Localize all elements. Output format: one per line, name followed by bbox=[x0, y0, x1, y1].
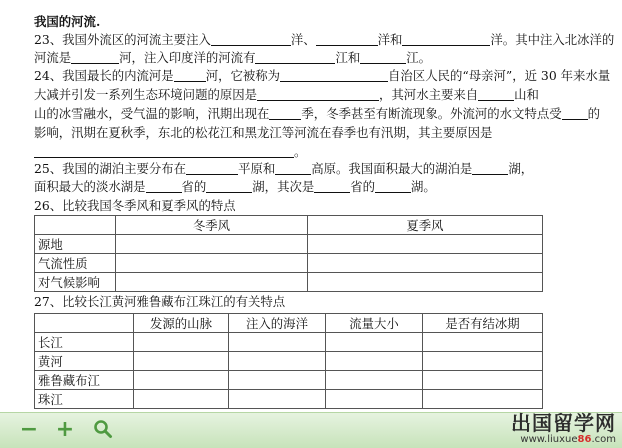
blank[interactable] bbox=[186, 162, 238, 175]
search-button[interactable] bbox=[92, 419, 114, 441]
column-header: 是否有结冰期 bbox=[423, 314, 543, 333]
answer-cell[interactable] bbox=[134, 371, 229, 390]
answer-cell[interactable] bbox=[326, 333, 423, 352]
question-24-line-1: 24、我国最长的内流河是 河，它被称为 自治区人民的“母亲河”，近 30 年来水量 bbox=[34, 68, 611, 83]
answer-cell[interactable] bbox=[229, 371, 326, 390]
zoom-in-button[interactable]: + bbox=[55, 417, 75, 442]
answer-cell[interactable] bbox=[423, 352, 543, 371]
answer-cell[interactable] bbox=[134, 390, 229, 409]
column-header: 流量大小 bbox=[326, 314, 423, 333]
blank[interactable] bbox=[316, 33, 378, 46]
question-24-line-4: 影响，汛期在夏秋季，东北的松花江和黑龙江等河流在春季也有汛期，其主要原因是 bbox=[34, 125, 493, 140]
table-row bbox=[35, 371, 543, 390]
blank[interactable] bbox=[34, 145, 294, 158]
blank[interactable] bbox=[255, 51, 335, 64]
question-27-heading: 27、比较长江黄河雅鲁藏布江珠江的有关特点 bbox=[34, 294, 286, 309]
question-25-line-2: 面积最大的淡水湖是 省的 湖，其次是 省的 湖。 bbox=[34, 179, 436, 194]
column-header: 注入的海洋 bbox=[229, 314, 326, 333]
answer-cell[interactable] bbox=[308, 235, 543, 254]
row-label: 黄河 bbox=[35, 352, 134, 371]
blank[interactable] bbox=[211, 33, 291, 46]
answer-cell[interactable] bbox=[308, 273, 543, 292]
blank[interactable] bbox=[375, 180, 411, 193]
table-row bbox=[35, 390, 543, 409]
table-row bbox=[35, 254, 543, 273]
answer-cell[interactable] bbox=[116, 235, 308, 254]
watermark-url: www.liuxue86.com bbox=[520, 434, 616, 445]
blank[interactable] bbox=[280, 69, 388, 82]
table-row bbox=[35, 235, 543, 254]
section-title: 我国的河流. bbox=[34, 14, 101, 29]
answer-cell[interactable] bbox=[116, 254, 308, 273]
question-25-line-1: 25、我国的湖泊主要分布在 平原和 高原。我国面积最大的湖泊是 湖， bbox=[34, 161, 534, 176]
table-header-row bbox=[35, 314, 543, 333]
blank[interactable] bbox=[472, 162, 508, 175]
blank[interactable] bbox=[257, 88, 379, 101]
question-23-line-2: 河流是 河，注入印度洋的河流有 江和 江。 bbox=[34, 50, 432, 65]
answer-cell[interactable] bbox=[308, 254, 543, 273]
row-label: 气流性质 bbox=[35, 254, 116, 273]
blank[interactable] bbox=[269, 107, 301, 120]
magnifier-icon bbox=[93, 419, 113, 439]
column-header: 夏季风 bbox=[308, 216, 543, 235]
blank[interactable] bbox=[71, 51, 119, 64]
answer-cell[interactable] bbox=[134, 333, 229, 352]
answer-cell[interactable] bbox=[423, 333, 543, 352]
blank[interactable] bbox=[146, 180, 182, 193]
answer-cell[interactable] bbox=[423, 390, 543, 409]
column-header: 冬季风 bbox=[116, 216, 308, 235]
row-label: 对气候影响 bbox=[35, 273, 116, 292]
site-watermark bbox=[466, 412, 616, 447]
table-header-row bbox=[35, 216, 543, 235]
blank[interactable] bbox=[478, 88, 514, 101]
blank[interactable] bbox=[402, 33, 490, 46]
blank[interactable] bbox=[562, 107, 588, 120]
answer-cell[interactable] bbox=[423, 371, 543, 390]
row-label: 长江 bbox=[35, 333, 134, 352]
monsoon-comparison-table bbox=[34, 215, 543, 292]
watermark-brand: 出国留学网 bbox=[511, 411, 616, 435]
rivers-comparison-table bbox=[34, 313, 543, 409]
question-24-line-5: 。 bbox=[34, 143, 306, 160]
blank[interactable] bbox=[174, 69, 206, 82]
answer-cell[interactable] bbox=[326, 352, 423, 371]
blank[interactable] bbox=[314, 180, 350, 193]
answer-cell[interactable] bbox=[326, 390, 423, 409]
answer-cell[interactable] bbox=[229, 352, 326, 371]
table-row bbox=[35, 352, 543, 371]
zoom-out-button[interactable]: − bbox=[19, 417, 39, 442]
answer-cell[interactable] bbox=[116, 273, 308, 292]
question-23-line-1: 23、我国外流区的河流主要注入 洋、 洋和 洋。其中注入北冰洋的 bbox=[34, 32, 615, 47]
row-label: 雅鲁藏布江 bbox=[35, 371, 134, 390]
column-header: 发源的山脉 bbox=[134, 314, 229, 333]
table-row bbox=[35, 273, 543, 292]
row-label: 源地 bbox=[35, 235, 116, 254]
answer-cell[interactable] bbox=[134, 352, 229, 371]
question-24-line-3: 山的冰雪融水，受气温的影响，汛期出现在 季，冬季甚至有断流现象。外流河的水文特点受 的 bbox=[34, 106, 601, 121]
question-24-line-2: 大减并引发一系列生态环境问题的原因是 ，其河水主要来自 山和 bbox=[34, 87, 539, 102]
answer-cell[interactable] bbox=[229, 390, 326, 409]
blank[interactable] bbox=[206, 180, 252, 193]
answer-cell[interactable] bbox=[229, 333, 326, 352]
blank[interactable] bbox=[275, 162, 311, 175]
row-label: 珠江 bbox=[35, 390, 134, 409]
blank[interactable] bbox=[360, 51, 406, 64]
question-26-heading: 26、比较我国冬季风和夏季风的特点 bbox=[34, 198, 236, 213]
table-row bbox=[35, 333, 543, 352]
answer-cell[interactable] bbox=[326, 371, 423, 390]
